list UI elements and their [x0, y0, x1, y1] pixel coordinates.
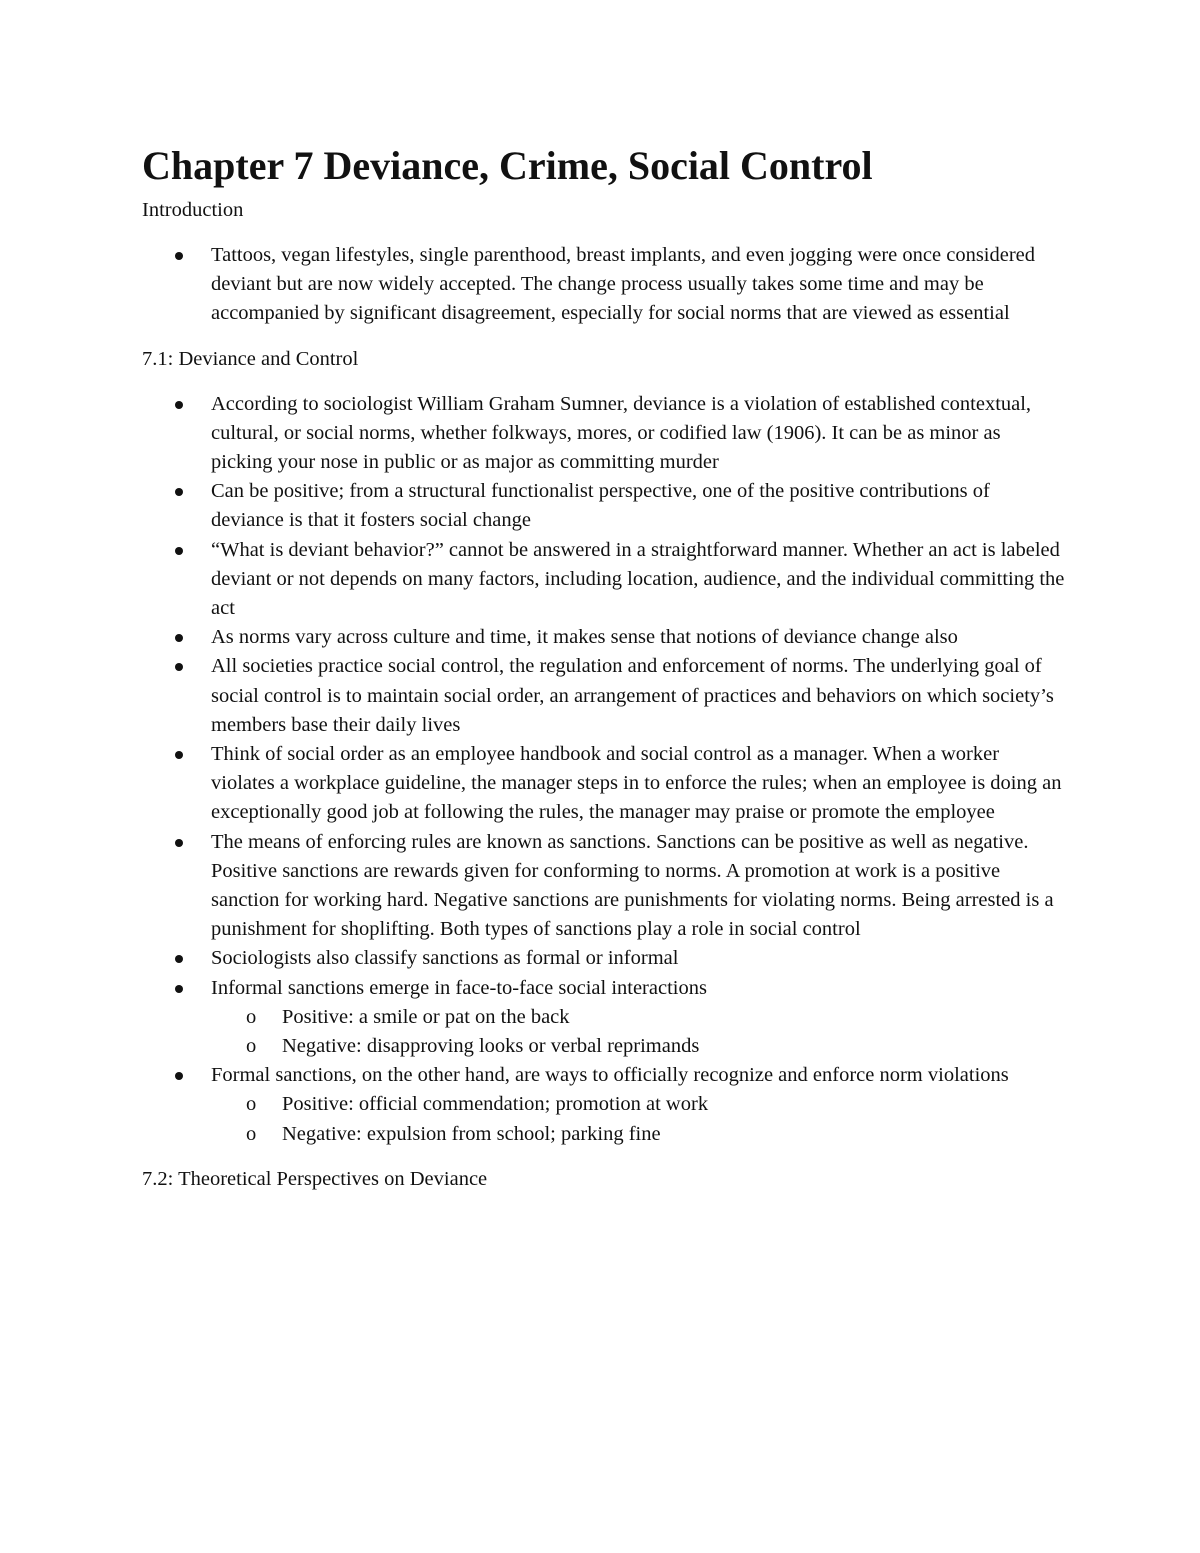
bullet-text: Informal sanctions emerge in face-to-face social interactions — [211, 976, 707, 999]
bullet-dot-icon — [175, 839, 183, 847]
sub-bullet-circle-icon: o — [246, 1122, 257, 1145]
bullet-item — [211, 477, 1067, 535]
bullet-list — [142, 390, 1067, 1149]
bullet-dot-icon — [175, 634, 183, 642]
bullet-text: “What is deviant behavior?” cannot be answered in a straightforward manner. Whether an act is labeled deviant or not depends on many factors, including location, audience, and the individual committing the act — [211, 538, 1065, 620]
bullet-list — [142, 241, 1067, 329]
section-heading: 7.2: Theoretical Perspectives on Deviance — [142, 1167, 488, 1190]
bullet-item — [211, 623, 1067, 652]
bullet-item — [211, 241, 1067, 329]
sub-bullet-text: Negative: expulsion from school; parking fine — [282, 1122, 661, 1145]
bullet-dot-icon — [175, 663, 183, 671]
bullet-text: Think of social order as an employee handbook and social control as a manager. When a worker violates a workplace guideline, the manager steps in to enforce the rules; when an employee is doing an exceptionally good job at following the rules, the manager may praise or promote the employee — [211, 743, 1062, 824]
bullet-item — [211, 828, 1067, 945]
bullet-text: According to sociologist William Graham Sumner, deviance is a violation of established contextual, cultural, or social norms, whether folkways, mores, or codified law (1906). It can be as minor as picking your nose in public or as major as committing murder — [211, 392, 1032, 474]
sub-bullet-text: Positive: official commendation; promotion at work — [282, 1093, 709, 1116]
section-heading: Introduction — [142, 199, 244, 221]
bullet-item — [211, 944, 1067, 973]
sub-bullet-text: Positive: a smile or pat on the back — [282, 1005, 570, 1028]
sub-bullet-item — [246, 1090, 1067, 1119]
bullet-item — [211, 740, 1067, 828]
sub-bullet-item — [246, 1003, 1067, 1032]
sub-bullet-list — [211, 1003, 1067, 1061]
bullet-dot-icon — [175, 985, 183, 993]
sub-bullet-item — [246, 1120, 1067, 1149]
section-heading: 7.1: Deviance and Control — [142, 347, 359, 370]
sub-bullet-item — [246, 1032, 1067, 1061]
bullet-dot-icon — [175, 751, 183, 759]
bullet-text: Can be positive; from a structural functionalist perspective, one of the positive contributions of deviance is that it fosters social change — [211, 480, 990, 532]
sub-bullet-circle-icon: o — [246, 1093, 257, 1116]
bullet-dot-icon — [175, 547, 183, 555]
bullet-dot-icon — [175, 401, 183, 409]
document-body — [142, 196, 1067, 1194]
sub-bullet-circle-icon: o — [246, 1035, 257, 1058]
bullet-text: As norms vary across culture and time, it makes sense that notions of deviance change also — [211, 626, 958, 649]
bullet-item — [211, 1061, 1067, 1149]
bullet-text: Sociologists also classify sanctions as formal or informal — [211, 947, 679, 970]
bullet-text: The means of enforcing rules are known as sanctions. Sanctions can be positive as well as negative. Positive sanctions are rewards given for conforming to norms. A promotion at work is a positive sanction for working hard. Negative sanctions are punishments for violating norms. Being arrested is a punishment for shoplifting. Both types of sanctions play a role in social control — [211, 830, 1054, 941]
bullet-text: All societies practice social control, the regulation and enforcement of norms. The underlying goal of social control is to maintain social order, an arrangement of practices and behaviors on which society’s members base their daily lives — [211, 655, 1054, 736]
bullet-item — [211, 390, 1067, 478]
sub-bullet-circle-icon: o — [246, 1005, 257, 1028]
bullet-text: Formal sanctions, on the other hand, are ways to officially recognize and enforce norm violations — [211, 1064, 1009, 1087]
bullet-dot-icon — [175, 955, 183, 963]
sub-bullet-list — [211, 1090, 1067, 1148]
bullet-item — [211, 974, 1067, 1062]
bullet-text: Tattoos, vegan lifestyles, single parenthood, breast implants, and even jogging were once considered deviant but are now widely accepted. The change process usually takes some time and may be accompanied by significant disagreement, especially for social norms that are viewed as essential — [211, 244, 1036, 325]
bullet-dot-icon — [175, 252, 183, 260]
document-page — [142, 140, 1067, 1210]
bullet-dot-icon — [175, 1072, 183, 1080]
document-title: Chapter 7 Deviance, Crime, Social Control — [142, 143, 873, 188]
bullet-item — [211, 536, 1067, 624]
bullet-dot-icon — [175, 488, 183, 496]
bullet-item — [211, 652, 1067, 740]
sub-bullet-text: Negative: disapproving looks or verbal reprimands — [282, 1035, 700, 1058]
